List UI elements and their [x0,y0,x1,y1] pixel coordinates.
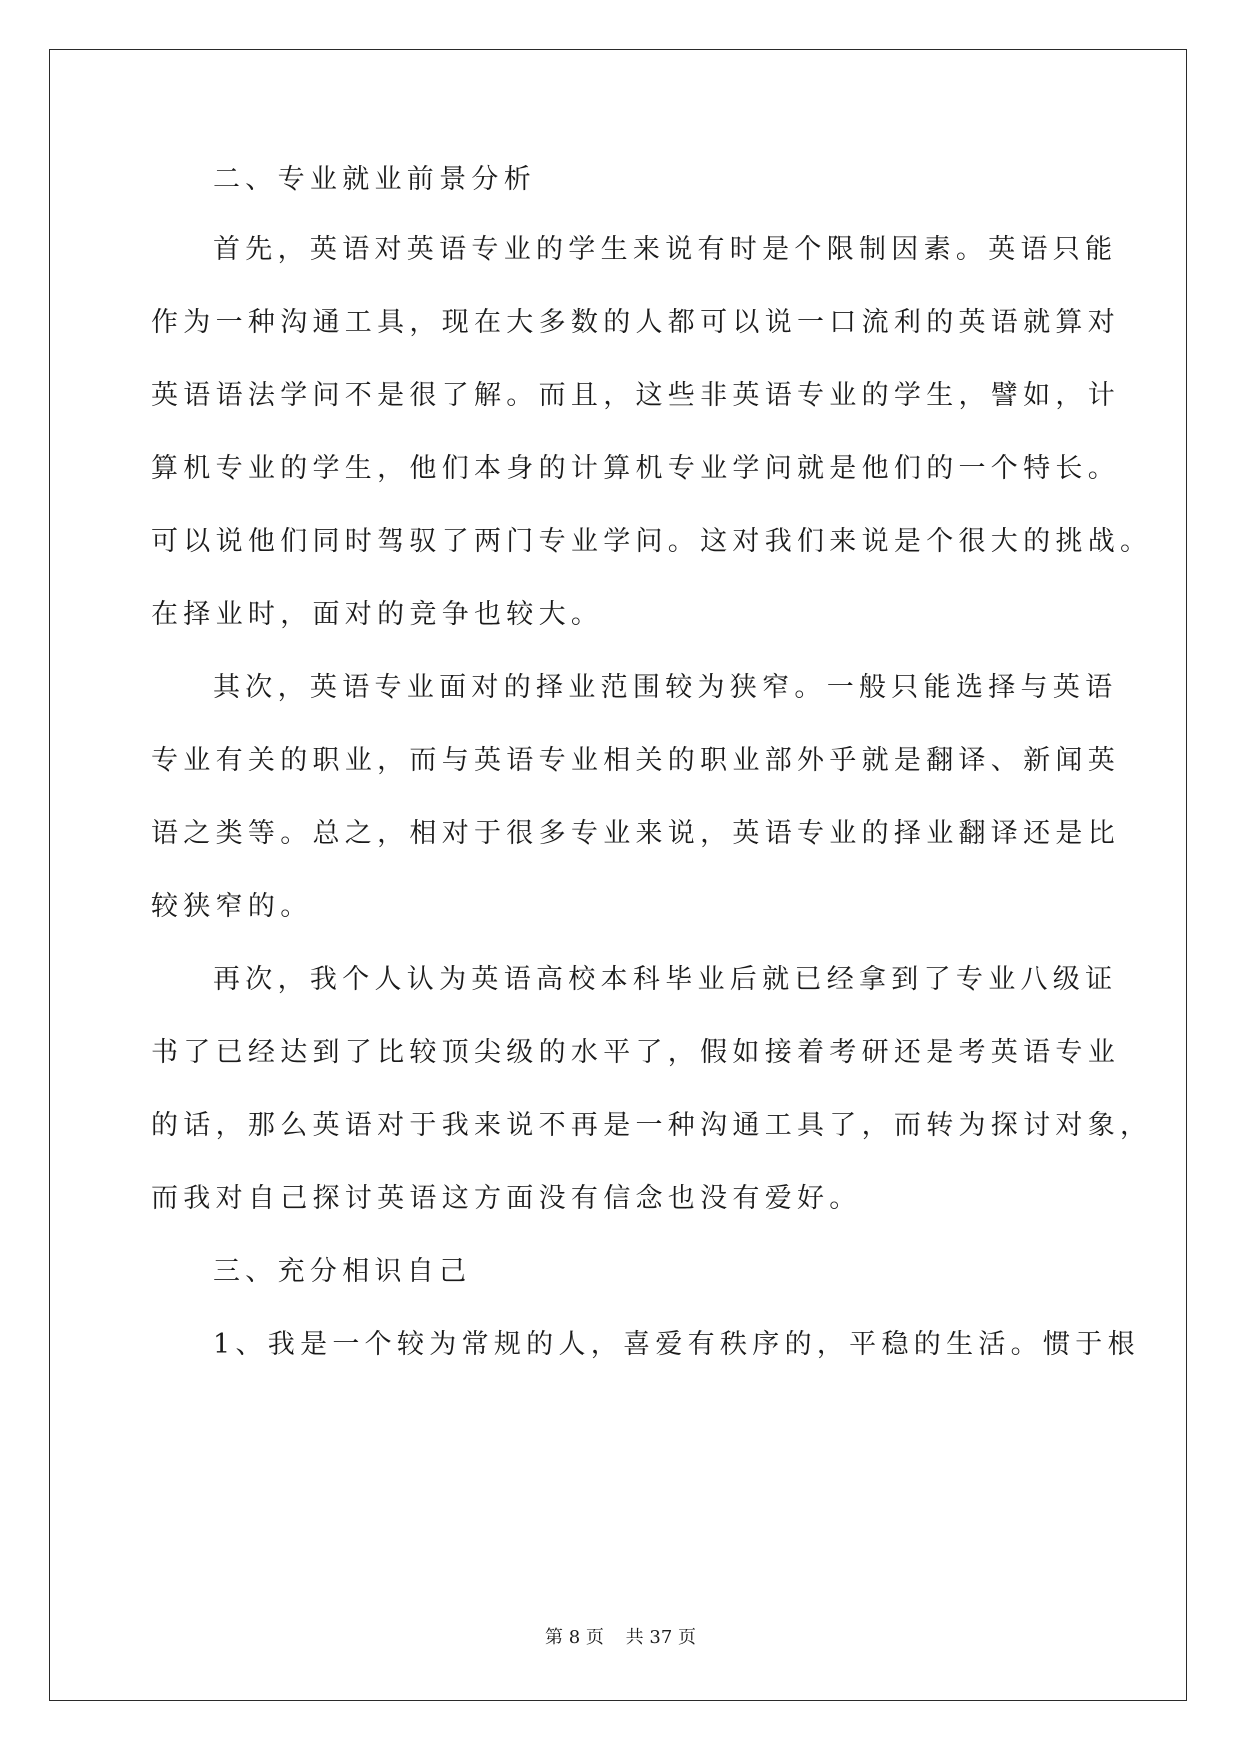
paragraph-line: 英语语法学问不是很了解。而且，这些非英语专业的学生，譬如，计 [151,380,1120,411]
paragraph-line: 再次，我个人认为英语高校本科毕业后就已经拿到了专业八级证 [213,964,1118,995]
paragraph-line: 可以说他们同时驾驭了两门专业学问。这对我们来说是个很大的挑战。 [151,526,1153,557]
paragraph-line: 首先，英语对英语专业的学生来说有时是个限制因素。英语只能 [213,234,1118,265]
page-number: 第 8 页 [545,1627,604,1648]
paragraph-line: 而我对自己探讨英语这方面没有信念也没有爱好。 [151,1183,862,1214]
page-footer [0,1623,1241,1649]
paragraph-line: 其次，英语专业面对的择业范围较为狭窄。一般只能选择与英语 [213,672,1118,703]
paragraph-line: 1、我是一个较为常规的人，喜爱有秩序的，平稳的生活。惯于根 [213,1329,1140,1360]
paragraph-line: 作为一种沟通工具，现在大多数的人都可以说一口流利的英语就算对 [151,307,1120,338]
paragraph-line: 较狭窄的。 [151,891,313,922]
paragraph-line: 语之类等。总之，相对于很多专业来说，英语专业的择业翻译还是比 [151,818,1120,849]
page-total: 共 37 页 [625,1627,696,1648]
page-border [49,49,1187,1701]
section-heading: 三、充分相识自己 [213,1256,472,1287]
paragraph-line: 专业有关的职业，而与英语专业相关的职业部外乎就是翻译、新闻英 [151,745,1120,776]
section-heading: 二、专业就业前景分析 [213,164,536,195]
paragraph-line: 的话，那么英语对于我来说不再是一种沟通工具了，而转为探讨对象， [151,1110,1153,1141]
paragraph-line: 在择业时，面对的竞争也较大。 [151,599,604,630]
paragraph-line: 书了已经达到了比较顶尖级的水平了，假如接着考研还是考英语专业 [151,1037,1120,1068]
paragraph-line: 算机专业的学生，他们本身的计算机专业学问就是他们的一个特长。 [151,453,1120,484]
